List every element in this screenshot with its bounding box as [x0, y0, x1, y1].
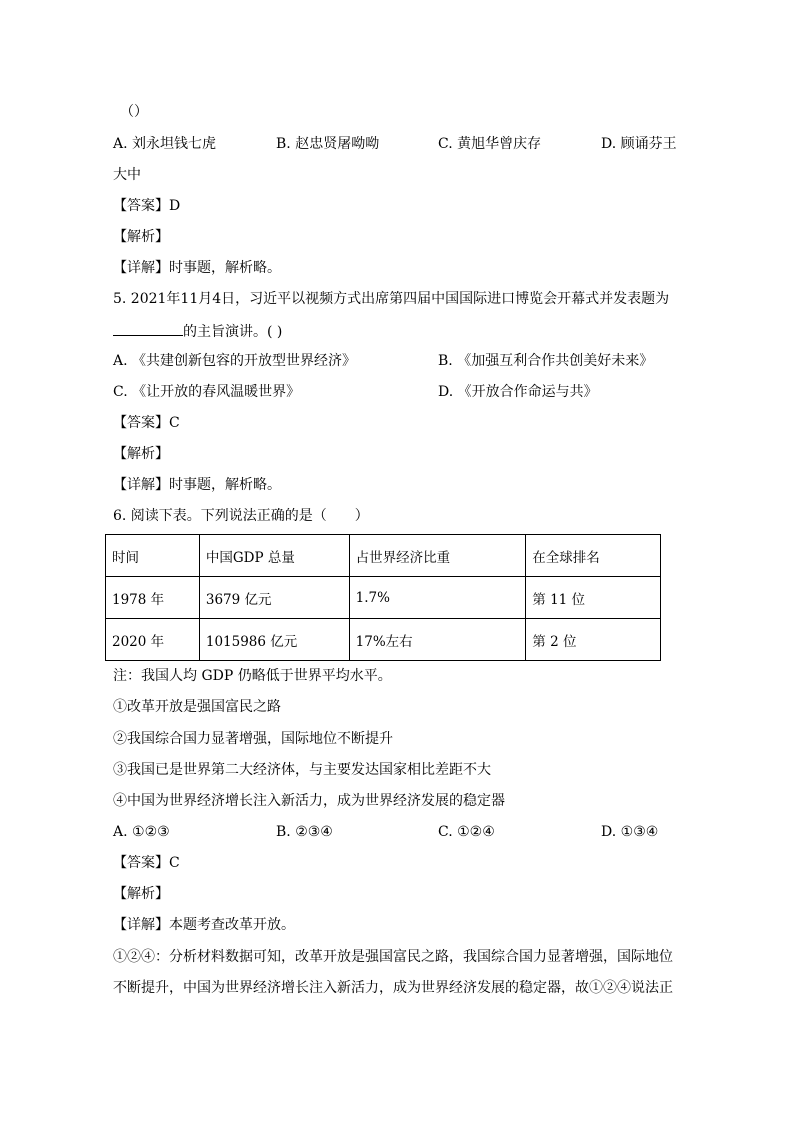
- q5-option-d[interactable]: [438, 382, 598, 402]
- table-cell: 第 11 位: [526, 577, 661, 619]
- option-text: 《开放合作命运与共》: [457, 384, 598, 400]
- q4-detail: 【详解】时事题，解析略。: [113, 260, 281, 276]
- option-letter: A.: [113, 136, 128, 152]
- gdp-table: [105, 534, 661, 661]
- option-text: 顾诵芬王: [620, 136, 677, 152]
- q6-note: 注：我国人均 GDP 仍略低于世界平均水平。: [113, 668, 392, 684]
- table-header-row: [106, 535, 661, 577]
- table-header-cell: 时间: [106, 535, 200, 577]
- q6-statement-1: ①改革开放是强国富民之路: [113, 699, 281, 715]
- option-letter: A.: [113, 824, 128, 840]
- q6-detail: 【详解】本题考查改革开放。: [113, 917, 295, 933]
- option-letter: B.: [438, 353, 453, 369]
- q5-stem-line2-text: 的主旨演讲。( ): [183, 324, 283, 340]
- q4-option-d[interactable]: [601, 134, 677, 154]
- table-cell: 1015986 亿元: [199, 619, 349, 661]
- q5-analysis-heading: 【解析】: [113, 446, 169, 462]
- option-letter: C.: [113, 384, 128, 400]
- option-letter: A.: [113, 353, 128, 369]
- q6-statement-4: ④中国为世界经济增长注入新活力，成为世界经济发展的稳定器: [113, 793, 505, 809]
- option-letter: C.: [438, 136, 453, 152]
- table-header-cell: 中国GDP 总量: [199, 535, 349, 577]
- fill-in-blank: [113, 320, 183, 336]
- q6-statement-3: ③我国已是世界第二大经济体，与主要发达国家相比差距不大: [113, 762, 491, 778]
- q6-answer: 【答案】C: [113, 855, 180, 871]
- table-cell: 17%左右: [349, 619, 526, 661]
- q4-option-b[interactable]: [276, 134, 379, 154]
- table-row: [106, 577, 661, 619]
- q4-stem-tail: （）: [120, 104, 148, 120]
- q5-answer: 【答案】C: [113, 415, 180, 431]
- option-letter: B.: [276, 136, 291, 152]
- option-text: 《共建创新包容的开放型世界经济》: [132, 353, 357, 369]
- table-header-cell: 在全球排名: [526, 535, 661, 577]
- option-letter: D.: [438, 384, 454, 400]
- option-letter: C.: [438, 824, 453, 840]
- q6-option-b[interactable]: [276, 822, 333, 842]
- q6-stem: 6. 阅读下表。下列说法正确的是（ ）: [113, 508, 369, 524]
- option-text: 赵忠贤屠呦呦: [295, 136, 380, 152]
- q4-analysis-heading: 【解析】: [113, 229, 169, 245]
- option-letter: D.: [601, 136, 617, 152]
- q5-option-c[interactable]: [113, 382, 300, 402]
- q4-option-a[interactable]: [113, 134, 216, 154]
- q6-analysis-heading: 【解析】: [113, 886, 169, 902]
- table-cell: 3679 亿元: [199, 577, 349, 619]
- q6-option-a[interactable]: [113, 822, 170, 842]
- option-text: ①②④: [457, 824, 495, 840]
- option-text: 刘永坦钱七虎: [132, 136, 217, 152]
- q6-statement-2: ②我国综合国力显著增强，国际地位不断提升: [113, 731, 393, 747]
- table-cell: 1978 年: [106, 577, 200, 619]
- option-letter: B.: [276, 824, 291, 840]
- q4-option-wrap: 大中: [113, 167, 141, 183]
- option-text: 《让开放的春风温暖世界》: [132, 384, 301, 400]
- table-cell: 1.7%: [349, 577, 526, 619]
- q5-option-b[interactable]: [438, 351, 653, 371]
- q6-explanation-line2: 不断提升，中国为世界经济增长注入新活力，成为世界经济发展的稳定器，故①②④说法正: [113, 980, 673, 996]
- option-text: 黄旭华曾庆存: [457, 136, 542, 152]
- q6-explanation-line1: ①②④：分析材料数据可知，改革开放是强国富民之路，我国综合国力显著增强，国际地位: [113, 949, 673, 965]
- q6-option-c[interactable]: [438, 822, 495, 842]
- option-text: 《加强互利合作共创美好未来》: [457, 353, 654, 369]
- q5-stem-line1: 5. 2021年11月4日，习近平以视频方式出席第四届中国国际进口博览会开幕式并发表题为: [113, 291, 670, 307]
- q4-answer: 【答案】D: [113, 198, 181, 214]
- table-header-cell: 占世界经济比重: [349, 535, 526, 577]
- q4-option-c[interactable]: [438, 134, 541, 154]
- option-text: ①③④: [620, 824, 659, 840]
- q5-stem-line2: [113, 320, 282, 342]
- q6-option-d[interactable]: [601, 822, 658, 842]
- option-letter: D.: [601, 824, 617, 840]
- table-row: [106, 619, 661, 661]
- option-text: ②③④: [295, 824, 333, 840]
- option-text: ①②③: [132, 824, 170, 840]
- q5-option-a[interactable]: [113, 351, 356, 371]
- q5-detail: 【详解】时事题，解析略。: [113, 477, 281, 493]
- table-cell: 第 2 位: [526, 619, 661, 661]
- table-cell: 2020 年: [106, 619, 200, 661]
